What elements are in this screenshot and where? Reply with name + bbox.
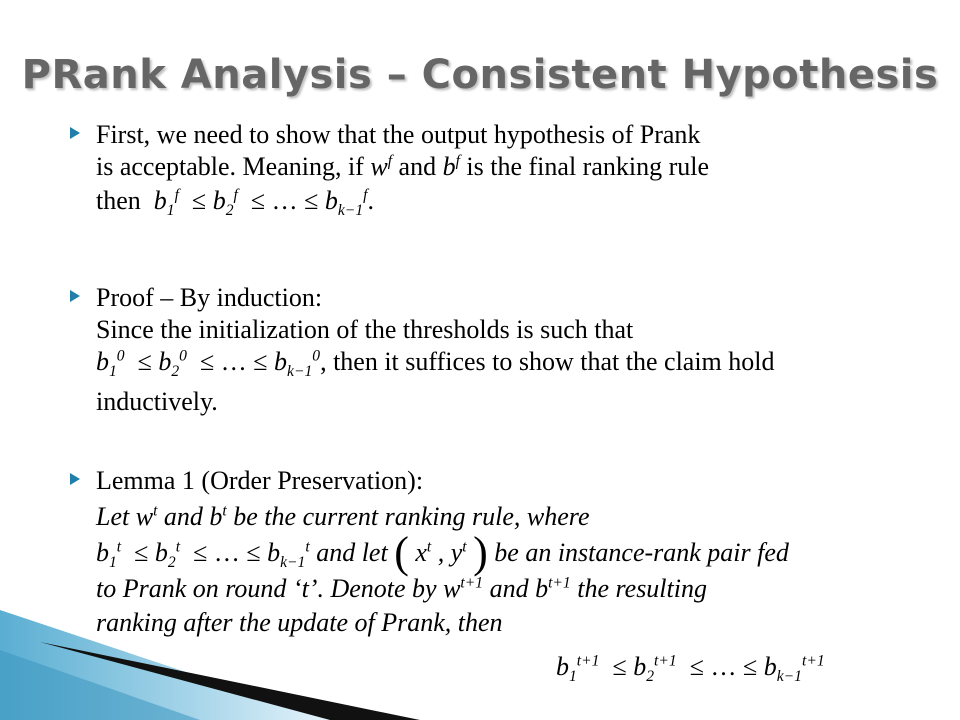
triangle-bullet-icon [70, 290, 80, 302]
slide-title: PRank Analysis – Consistent Hypothesis [21, 52, 939, 98]
math-w-f: $w^f$ [370, 152, 393, 181]
math-w-t: $w^t$ [135, 502, 158, 531]
bullet2-line4: inductively. [96, 387, 218, 416]
math-b-f: $b^f$ [442, 152, 460, 181]
triangle-bullet-icon [70, 473, 80, 485]
bullet2-line2: Since the initialization of the thresholds is such that [96, 315, 634, 344]
math-b-t: $b^t$ [209, 502, 227, 531]
bullet3-line3: $b_1^t \le b_2^t$ ≤ … ≤ $b_{k-1}^t$ and let ( $x^t$ , $y^t$ ) be an instance-rank pair fed [96, 528, 789, 577]
bullet1-line2: is acceptable. Meaning, if $w^f$ and $b^f$ is the final ranking rule [96, 152, 710, 181]
bullet3-line4: to Prank on round ‘t’. Denote by $w^{t+1}$ and $b^{t+1}$ the resulting [96, 574, 707, 603]
bullet1-line3: then $b_1^f \le b_2^f$ ≤ … ≤ $b_{k-1}^f$. [96, 186, 374, 220]
bullet1-line1: First, we need to show that the output hypothesis of Prank [96, 120, 701, 149]
bullet3-line5: ranking after the update of Prank, then [96, 608, 503, 637]
bullet3-line1: Lemma 1 (Order Preservation): [96, 466, 424, 495]
math-w-t-plus-1: $w^{t+1}$ [443, 574, 484, 603]
corner-decoration [0, 590, 420, 720]
math-threshold-order-next: $b_1^{t+1} \le b_2^{t+1}$ ≤ … ≤ $b_{k-1}^{t+1}$ [556, 652, 825, 686]
bullet2-line1: Proof – By induction: [96, 283, 323, 312]
bullet2-line3: $b_1^0 \le b_2^0$ ≤ … ≤ $b_{k-1}^0$, then it suffices to show that the claim hold [96, 347, 775, 381]
triangle-bullet-icon [70, 127, 80, 139]
bullet3-line2: Let $w^t$ and $b^t$ be the current ranking rule, where [96, 502, 590, 531]
math-threshold-order-final: $b_1^f \le b_2^f$ ≤ … ≤ $b_{k-1}^f$ [147, 186, 368, 220]
math-instance-rank-pair: ( $x^t$ , $y^t$ ) [394, 528, 488, 577]
math-b-t-plus-1: $b^{t+1}$ [535, 574, 571, 603]
math-threshold-order-current: $b_1^t \le b_2^t$ ≤ … ≤ $b_{k-1}^t$ [96, 538, 310, 572]
math-threshold-order-initial: $b_1^0 \le b_2^0$ ≤ … ≤ $b_{k-1}^0$ [96, 347, 321, 381]
bullet3-conclusion-formula [556, 652, 825, 686]
